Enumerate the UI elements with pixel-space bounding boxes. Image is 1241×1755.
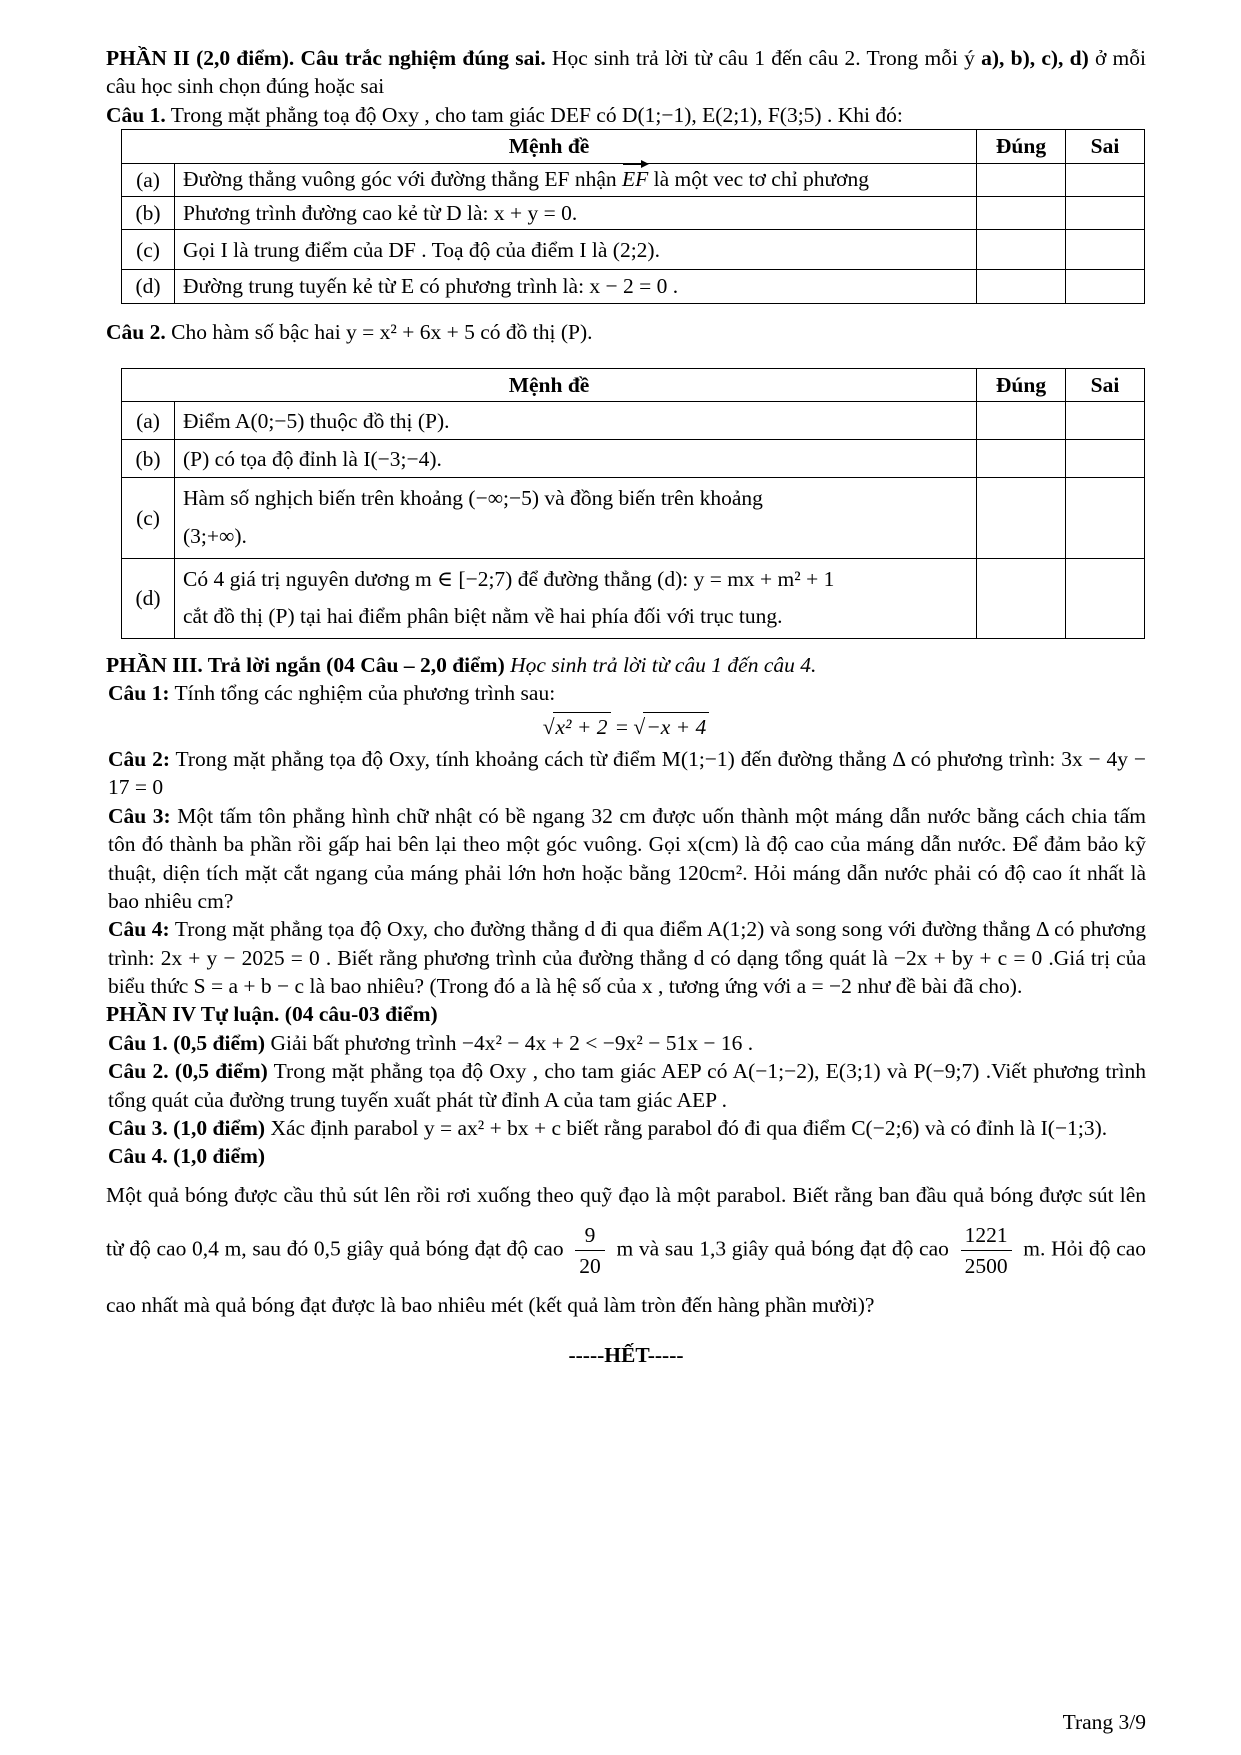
part4-q2-text: Trong mặt phẳng tọa độ Oxy , cho tam giác AEP có A(−1;−2), E(3;1) và P(−9;7) .Viết phương trình tổng quát của đường trung tuyến xuất phát từ đỉnh A của tam giác AEP . (108, 1059, 1147, 1112)
page-number: Trang 3/9 (1062, 1710, 1146, 1734)
part3-q4-text: Trong mặt phẳng tọa độ Oxy, cho đường thẳng d đi qua điểm A(1;2) và song song với đường thẳng Δ có phương trình: 2x + y − 2025 = 0 . Biết rằng phương trình của đường thẳng d có dạng tổng quát là −2x + by + c = 0 .Giá trị của biểu thức S = a + b − c là bao nhiêu? (Trong đó a là hệ số của x , tương ứng với a = −2 như đề bài đã cho). (108, 917, 1146, 998)
part2-intro-text-1: Học sinh trả lời từ câu 1 đến câu 2. Trong mỗi ý (545, 46, 982, 70)
part4-q1 (106, 1029, 1146, 1057)
part3-q2-label: Câu 2: (108, 747, 170, 771)
row-statement: (P) có tọa độ đỉnh là I(−3;−4). (175, 440, 977, 478)
row-statement (175, 478, 977, 558)
part4-q4-text-a: Một quả bóng được cầu thủ sút lên rồi rơi xuống theo quỹ đạo là một parabol. Biết rằng ban đầu quả bóng được sút lên từ độ cao 0,4 m, sau đó 0,5 giây quả bóng đạt độ cao (106, 1182, 1146, 1261)
part3-q3-label: Câu 3: (108, 803, 171, 828)
part3-q4-label: Câu 4: (108, 917, 170, 942)
true-answer-cell[interactable] (977, 440, 1066, 478)
header-statement: Mệnh đề (122, 369, 977, 402)
row-statement (175, 163, 977, 196)
part4-q4-text-c: m. Hỏi độ cao cao nhất mà quả bóng đạt được là bao nhiêu mét (kết quả làm tròn đến hàng phần mười)? (106, 1236, 1147, 1318)
row-label: (c) (122, 478, 175, 558)
part3-q2-text: Trong mặt phẳng tọa độ Oxy, tính khoảng cách từ điểm M(1;−1) đến đường thẳng Δ có phương trình: 3x − 4y − 17 = 0 (108, 747, 1146, 800)
row-label: (d) (122, 558, 175, 638)
part2-intro-text-2: ở mỗi câu học sinh chọn đúng hoặc sai (106, 46, 1146, 99)
vector-ef: EF (622, 167, 649, 192)
part4-q1-text: Giải bất phương trình −4x² − 4x + 2 < −9x² − 51x − 16 . (265, 1030, 754, 1055)
part3-q4 (106, 915, 1146, 1000)
row-label: (b) (122, 440, 175, 478)
true-answer-cell[interactable] (977, 163, 1066, 196)
part3-q1-label: Câu 1: (108, 681, 170, 706)
part4-heading: PHẦN IV Tự luận. (04 câu-03 điểm) (106, 1002, 438, 1027)
header-true: Đúng (977, 130, 1066, 163)
row-statement: Điểm A(0;−5) thuộc đồ thị (P). (175, 402, 977, 440)
exam-page (106, 44, 1146, 1369)
part2-heading: PHẦN II (2,0 điểm). Câu trắc nghiệm đúng sai. (106, 46, 546, 70)
part3-q1 (106, 679, 1146, 707)
part4-q4-text-b: m và sau 1,3 giây quả bóng đạt độ cao (616, 1236, 949, 1261)
row-statement (175, 558, 977, 638)
table-header-row (122, 369, 1145, 402)
part4-q3-label: Câu 3. (1,0 điểm) (108, 1115, 266, 1140)
row-label: (a) (122, 402, 175, 440)
false-answer-cell[interactable] (1066, 558, 1145, 638)
row-statement-line-1: Có 4 giá trị nguyên dương m ∈ [−2;7) để đường thẳng (d): y = mx + m² + 1 (183, 566, 835, 591)
row-label: (c) (122, 230, 175, 270)
true-answer-cell[interactable] (977, 402, 1066, 440)
row-statement: Gọi I là trung điểm của DF . Toạ độ của điểm I là (2;2). (175, 230, 977, 270)
table-row (122, 558, 1145, 638)
part3-q1-equation: √x² + 2 = √−x + 4 (106, 712, 1146, 741)
row-statement: Phương trình đường cao kẻ từ D là: x + y = 0. (175, 196, 977, 229)
row-statement-line-2: cắt đồ thị (P) tại hai điểm phân biệt nằm về hai phía đối với trục tung. (183, 604, 783, 629)
row-label: (a) (122, 163, 175, 196)
part2-q2-text: Cho hàm số bậc hai y = x² + 6x + 5 có đồ thị (P). (165, 319, 593, 344)
part2-intro-options-1: a), (981, 46, 1005, 70)
part3-intro (106, 651, 1146, 679)
part4-q4-text (106, 1171, 1146, 1331)
part4-q3-text: Xác định parabol y = ax² + bx + c biết rằng parabol đó đi qua điểm C(−2;6) và có đỉnh là I(−1;3). (265, 1115, 1108, 1140)
part2-q2-stem (106, 318, 1146, 346)
row-statement-line-1: Hàm số nghịch biến trên khoảng (−∞;−5) và đồng biến trên khoảng (183, 486, 763, 511)
table-row (122, 440, 1145, 478)
table-row (122, 270, 1145, 303)
true-answer-cell[interactable] (977, 230, 1066, 270)
true-answer-cell[interactable] (977, 478, 1066, 558)
part4-q2 (106, 1057, 1146, 1114)
header-true: Đúng (977, 369, 1066, 402)
table-row (122, 230, 1145, 270)
header-false: Sai (1066, 130, 1145, 163)
equation-equals: = (610, 714, 634, 739)
part2-q1-text: Trong mặt phẳng toạ độ Oxy , cho tam giác DEF có D(1;−1), E(2;1), F(3;5) . Khi đó: (165, 102, 903, 127)
fraction-denominator: 20 (579, 1254, 601, 1279)
false-answer-cell[interactable] (1066, 402, 1145, 440)
false-answer-cell[interactable] (1066, 270, 1145, 303)
row-statement: Đường trung tuyến kẻ từ E có phương trình là: x − 2 = 0 . (175, 270, 977, 303)
row-statement-part-1: Đường thẳng vuông góc với đường thẳng EF nhận (183, 167, 622, 192)
part2-q2-label: Câu 2. (106, 319, 166, 344)
part2-intro (106, 44, 1146, 101)
row-label: (d) (122, 270, 175, 303)
part3-heading: PHẦN III. Trả lời ngắn (04 Câu – 2,0 điểm) (106, 652, 505, 677)
false-answer-cell[interactable] (1066, 440, 1145, 478)
fraction-9-20 (575, 1220, 605, 1281)
equation-left-radicand: x² + 2 (553, 712, 611, 741)
false-answer-cell[interactable] (1066, 196, 1145, 229)
table-header-row (122, 130, 1145, 163)
part3-q2 (106, 745, 1146, 802)
part2-q1-stem (106, 101, 1146, 129)
true-answer-cell[interactable] (977, 558, 1066, 638)
fraction-1221-2500 (961, 1220, 1012, 1281)
table-row (122, 402, 1145, 440)
fraction-numerator: 9 (575, 1220, 605, 1251)
table-row (122, 163, 1145, 196)
header-statement: Mệnh đề (122, 130, 977, 163)
true-answer-cell[interactable] (977, 270, 1066, 303)
true-answer-cell[interactable] (977, 196, 1066, 229)
part3-q3-text: Một tấm tôn phẳng hình chữ nhật có bề ngang 32 cm được uốn thành một máng dẫn nước bằng cách chia tấm tôn đó thành ba phần rồi gấp hai bên lại theo một góc vuông. Gọi x(cm) là độ cao của máng dẫn nước. Để đảm bảo kỹ thuật, diện tích mặt cắt ngang của máng phải lớn hơn hoặc bằng 120cm². Hỏi máng dẫn nước phải có độ cao ít nhất là bao nhiêu cm? (108, 803, 1146, 913)
row-label: (b) (122, 196, 175, 229)
part3-q1-text: Tính tổng các nghiệm của phương trình sau: (169, 681, 556, 706)
part2-q2-table (121, 368, 1145, 639)
equation-right-radicand: −x + 4 (643, 712, 709, 741)
part4-q1-label: Câu 1. (0,5 điểm) (108, 1030, 266, 1055)
table-row (122, 478, 1145, 558)
false-answer-cell[interactable] (1066, 163, 1145, 196)
part2-q1-label: Câu 1. (106, 102, 166, 127)
part4-q3 (106, 1114, 1146, 1142)
row-statement-part-2: là một vec tơ chỉ phương (648, 167, 869, 192)
end-mark: -----HẾT----- (568, 1342, 684, 1367)
false-answer-cell[interactable] (1066, 230, 1145, 270)
part3-q3 (106, 802, 1146, 916)
part4-q2-label: Câu 2. (0,5 điểm) (108, 1059, 268, 1084)
part3-intro-text: Học sinh trả lời từ câu 1 đến câu 4. (504, 652, 817, 677)
false-answer-cell[interactable] (1066, 478, 1145, 558)
header-false: Sai (1066, 369, 1145, 402)
part2-intro-options-2: b), c), d) (1010, 46, 1089, 70)
fraction-denominator: 2500 (964, 1254, 1008, 1279)
part4-q4-label: Câu 4. (1,0 điểm) (108, 1144, 266, 1169)
table-row (122, 196, 1145, 229)
part2-q1-table (121, 129, 1145, 304)
row-statement-line-2: (3;+∞). (183, 524, 247, 548)
fraction-numerator: 1221 (961, 1220, 1012, 1251)
